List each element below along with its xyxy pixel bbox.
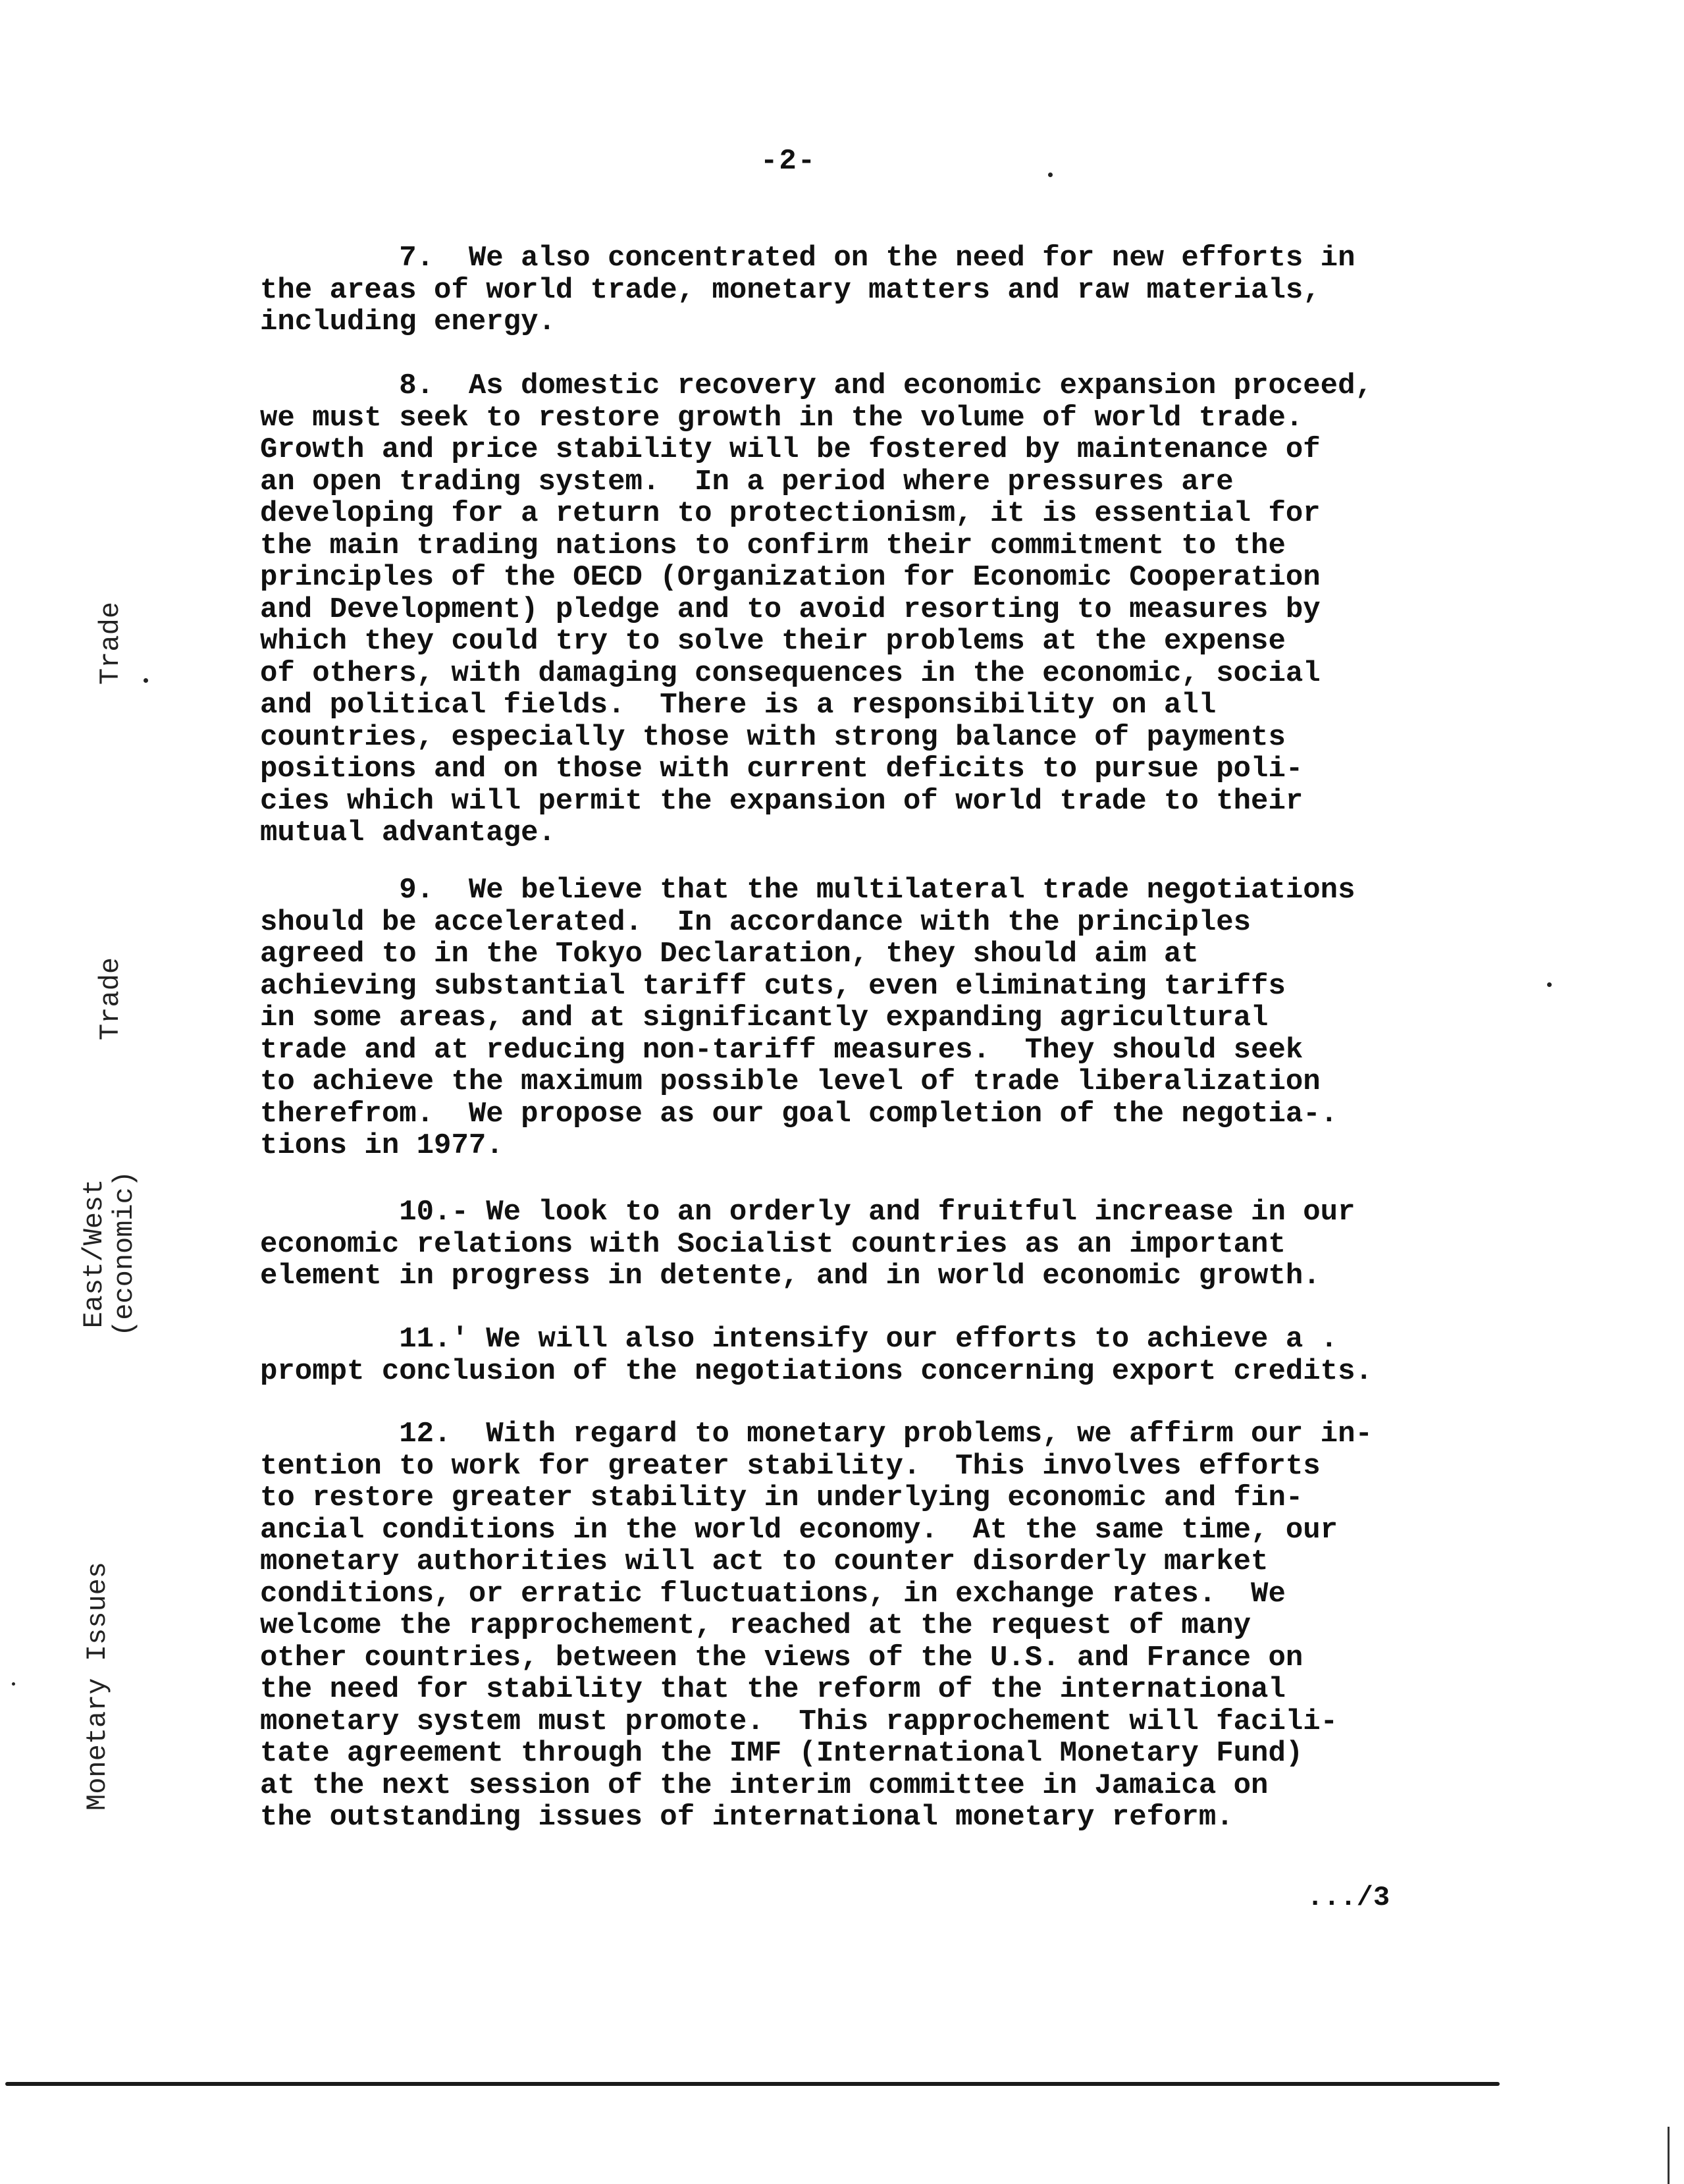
margin-note-trade-1: Trade bbox=[95, 601, 126, 685]
paragraph-line: the need for stability that the reform of the international bbox=[260, 1673, 1286, 1706]
paragraph-line: tention to work for greater stability. This involves efforts bbox=[260, 1449, 1321, 1483]
paragraph-line: and political fields. There is a responsibility on all bbox=[260, 689, 1217, 722]
paragraph-8 bbox=[260, 370, 1485, 849]
margin-bullet bbox=[144, 678, 148, 683]
paragraph-line: monetary system must promote. This rapprochement will facili- bbox=[260, 1705, 1338, 1738]
paragraph-line: at the next session of the interim committee in Jamaica on bbox=[260, 1769, 1269, 1802]
paragraph-line: and Development) pledge and to avoid resorting to measures by bbox=[260, 593, 1321, 626]
paragraph-line: developing for a return to protectionism, it is essential for bbox=[260, 497, 1321, 530]
paragraph-line: in some areas, and at significantly expanding agricultural bbox=[260, 1001, 1269, 1034]
paragraph-12 bbox=[260, 1418, 1485, 1834]
paragraph-line: element in progress in detente, and in world economic growth. bbox=[260, 1260, 1321, 1292]
paragraph-11 bbox=[260, 1323, 1485, 1387]
paragraph-line: mutual advantage. bbox=[260, 816, 556, 849]
paragraph-line: agreed to in the Tokyo Declaration, they should aim at bbox=[260, 938, 1199, 971]
margin-note-monetary-issues: Monetary Issues bbox=[82, 1561, 113, 1811]
bottom-rule bbox=[5, 2082, 1500, 2086]
paragraph-line: countries, especially those with strong balance of payments bbox=[260, 720, 1286, 754]
paragraph-line: 8. As domestic recovery and economic expansion proceed, bbox=[260, 369, 1373, 402]
paragraph-line: the main trading nations to confirm their commitment to the bbox=[260, 529, 1286, 562]
paragraph-line: therefrom. We propose as our goal completion of the negotia-. bbox=[260, 1097, 1338, 1131]
page-number: -2- bbox=[760, 145, 817, 178]
paragraph-line: 10.- We look to an orderly and fruitful increase in our bbox=[260, 1196, 1355, 1229]
paragraph-10 bbox=[260, 1196, 1485, 1292]
paragraph-line: Growth and price stability will be fostered by maintenance of bbox=[260, 433, 1321, 466]
paragraph-9 bbox=[260, 874, 1485, 1162]
paragraph-line: to achieve the maximum possible level of trade liberalization bbox=[260, 1065, 1321, 1098]
paragraph-line: should be accelerated. In accordance with the principles bbox=[260, 905, 1251, 939]
scan-speck bbox=[12, 1682, 15, 1686]
paragraph-7 bbox=[260, 242, 1485, 338]
paragraph-line: 7. We also concentrated on the need for new efforts in bbox=[260, 242, 1355, 275]
paragraph-line: the outstanding issues of international monetary reform. bbox=[260, 1801, 1234, 1834]
paragraph-line: conditions, or erratic fluctuations, in exchange rates. We bbox=[260, 1577, 1286, 1611]
margin-note-east-west: East/West (economic) bbox=[78, 1170, 140, 1337]
paragraph-line: of others, with damaging consequences in the economic, social bbox=[260, 656, 1321, 690]
paragraph-line: trade and at reducing non-tariff measures. They should seek bbox=[260, 1033, 1303, 1067]
paragraph-line: positions and on those with current deficits to pursue poli- bbox=[260, 753, 1303, 786]
paragraph-line: 9. We believe that the multilateral trade negotiations bbox=[260, 874, 1355, 907]
paragraph-line: economic relations with Socialist countries as an important bbox=[260, 1227, 1286, 1261]
paragraph-line: achieving substantial tariff cuts, even eliminating tariffs bbox=[260, 969, 1286, 1003]
paragraph-line: 12. With regard to monetary problems, we affirm our in- bbox=[260, 1418, 1373, 1451]
paragraph-line: other countries, between the views of the U.S. and France on bbox=[260, 1641, 1303, 1674]
paragraph-line: to restore greater stability in underlying economic and fin- bbox=[260, 1481, 1303, 1514]
scan-edge-mark bbox=[1668, 2127, 1670, 2184]
paragraph-line: monetary authorities will act to counter disorderly market bbox=[260, 1545, 1269, 1578]
paragraph-line: an open trading system. In a period where pressures are bbox=[260, 465, 1234, 498]
paragraph-line: cies which will permit the expansion of world trade to their bbox=[260, 784, 1303, 818]
continuation-marker: .../3 bbox=[1307, 1882, 1390, 1913]
paragraph-line: the areas of world trade, monetary matters and raw materials, bbox=[260, 273, 1321, 307]
margin-note-trade-2: Trade bbox=[95, 957, 126, 1040]
paragraph-line: which they could try to solve their problems at the expense bbox=[260, 625, 1286, 658]
paragraph-line: welcome the rapprochement, reached at the request of many bbox=[260, 1609, 1251, 1642]
paragraph-line: prompt conclusion of the negotiations concerning export credits. bbox=[260, 1354, 1373, 1388]
scan-speck bbox=[1048, 173, 1053, 177]
scan-speck bbox=[1547, 982, 1552, 987]
paragraph-line: 11.' We will also intensify our efforts to achieve a . bbox=[260, 1323, 1338, 1356]
paragraph-line: tate agreement through the IMF (International Monetary Fund) bbox=[260, 1737, 1303, 1770]
paragraph-line: tions in 1977. bbox=[260, 1129, 504, 1162]
paragraph-line: principles of the OECD (Organization for Economic Cooperation bbox=[260, 561, 1321, 594]
paragraph-line: ancial conditions in the world economy. At the same time, our bbox=[260, 1513, 1338, 1547]
paragraph-line: including energy. bbox=[260, 306, 556, 338]
paragraph-line: we must seek to restore growth in the volume of world trade. bbox=[260, 401, 1303, 435]
